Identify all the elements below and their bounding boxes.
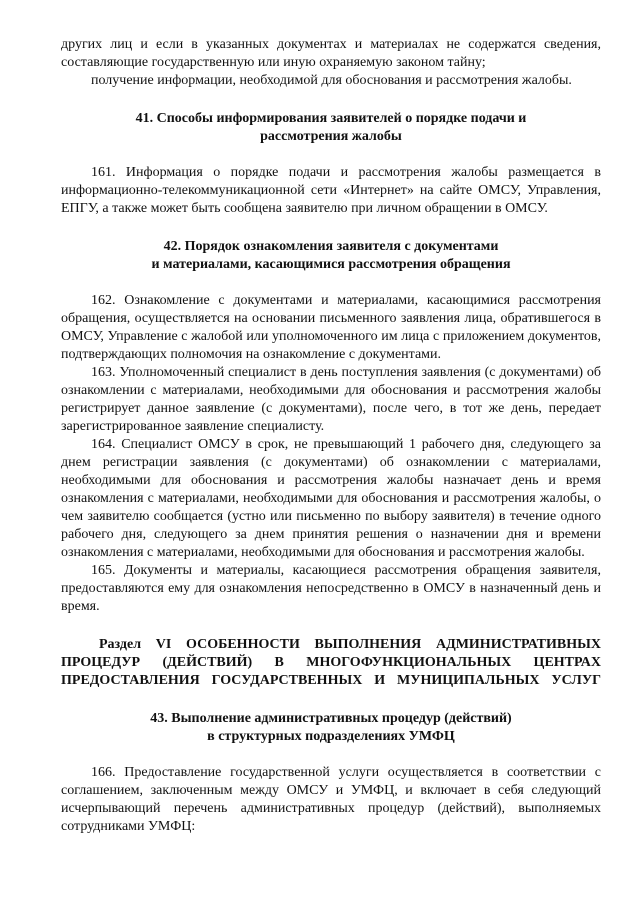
paragraph-163: 163. Уполномоченный специалист в день поступления заявления (с документами) об ознакомлении с материалами, необходимыми для обоснования и рассмотрения жалобы регистрирует данное заявление (с документами), после чего, в тот же день, передает зарегистрированное заявление специалисту. bbox=[61, 365, 601, 434]
section-43-heading-line-1: 43. Выполнение административных процедур (действий) bbox=[150, 711, 512, 726]
section-vi-title bbox=[61, 636, 601, 690]
intro-line-1: других лиц и если в указанных документах и материалах не содержатся сведения, bbox=[61, 37, 601, 52]
section-vi-title-line-1: Раздел VI ОСОБЕННОСТИ ВЫПОЛНЕНИЯ АДМИНИСТРАТИВНЫХ bbox=[99, 637, 601, 652]
intro-paragraph-2: получение информации, необходимой для обоснования и рассмотрения жалобы. bbox=[91, 73, 572, 88]
section-41-heading-line-2: рассмотрения жалобы bbox=[260, 129, 402, 144]
section-43-heading-line-2: в структурных подразделениях УМФЦ bbox=[207, 729, 455, 744]
paragraph-161: 161. Информация о порядке подачи и рассмотрения жалобы размещается в информационно-телекоммуникационной сети «Интернет» на сайте ОМСУ, Управления, ЕПГУ, а также может быть сообщена заявителю при личном обращении в ОМСУ. bbox=[61, 165, 601, 216]
section-41-heading bbox=[61, 110, 601, 146]
paragraph-164: 164. Специалист ОМСУ в срок, не превышающий 1 рабочего дня, следующего за днем регистрации заявления (с документами) об ознакомлении с материалами, необходимыми для обоснования и рассмотрения жалобы назначает день и время ознакомления с материалами, необходимыми для обоснования и рассмотрения жалобы, о чем заявителю сообщается (устно или письменно по выбору заявителя) в течение одного рабочего дня, следующего за днем принятия решения о назначении дня и времени ознакомления с материалами, необходимыми для обоснования и рассмотрения жалобы. bbox=[61, 437, 601, 560]
section-vi-title-line-3: ПРЕДОСТАВЛЕНИЯ ГОСУДАРСТВЕННЫХ И МУНИЦИПАЛЬНЫХ УСЛУГ bbox=[61, 673, 601, 688]
section-vi-title-line-2: ПРОЦЕДУР (ДЕЙСТВИЙ) В МНОГОФУНКЦИОНАЛЬНЫХ ЦЕНТРАХ bbox=[61, 655, 601, 670]
paragraph-166: 166. Предоставление государственной услуги осуществляется в соответствии с соглашением, заключенным между ОМСУ и УМФЦ, и включает в себя следующий исчерпывающий перечень административных процедур (действий), выполняемых сотрудниками УМФЦ: bbox=[61, 765, 601, 834]
section-42-heading bbox=[61, 238, 601, 274]
section-43-heading bbox=[61, 710, 601, 746]
intro-paragraph bbox=[61, 36, 601, 72]
section-42-heading-line-1: 42. Порядок ознакомления заявителя с документами bbox=[163, 239, 499, 254]
section-41-heading-line-1: 41. Способы информирования заявителей о порядке подачи и bbox=[135, 111, 527, 126]
section-42-heading-line-2: и материалами, касающимися рассмотрения обращения bbox=[151, 257, 511, 272]
paragraph-162: 162. Ознакомление с документами и материалами, касающимися рассмотрения обращения, осуществляется на основании письменного заявления лица, обратившегося в ОМСУ, Управление с жалобой или уполномоченного им лица с приложением документов, подтверждающих полномочия на ознакомление с документами. bbox=[61, 293, 601, 362]
intro-line-2: составляющие государственную или иную охраняемую законом тайну; bbox=[61, 55, 486, 70]
paragraph-165: 165. Документы и материалы, касающиеся рассмотрения обращения заявителя, предоставляются ему для ознакомления непосредственно в ОМСУ в назначенный день и время. bbox=[61, 563, 601, 614]
